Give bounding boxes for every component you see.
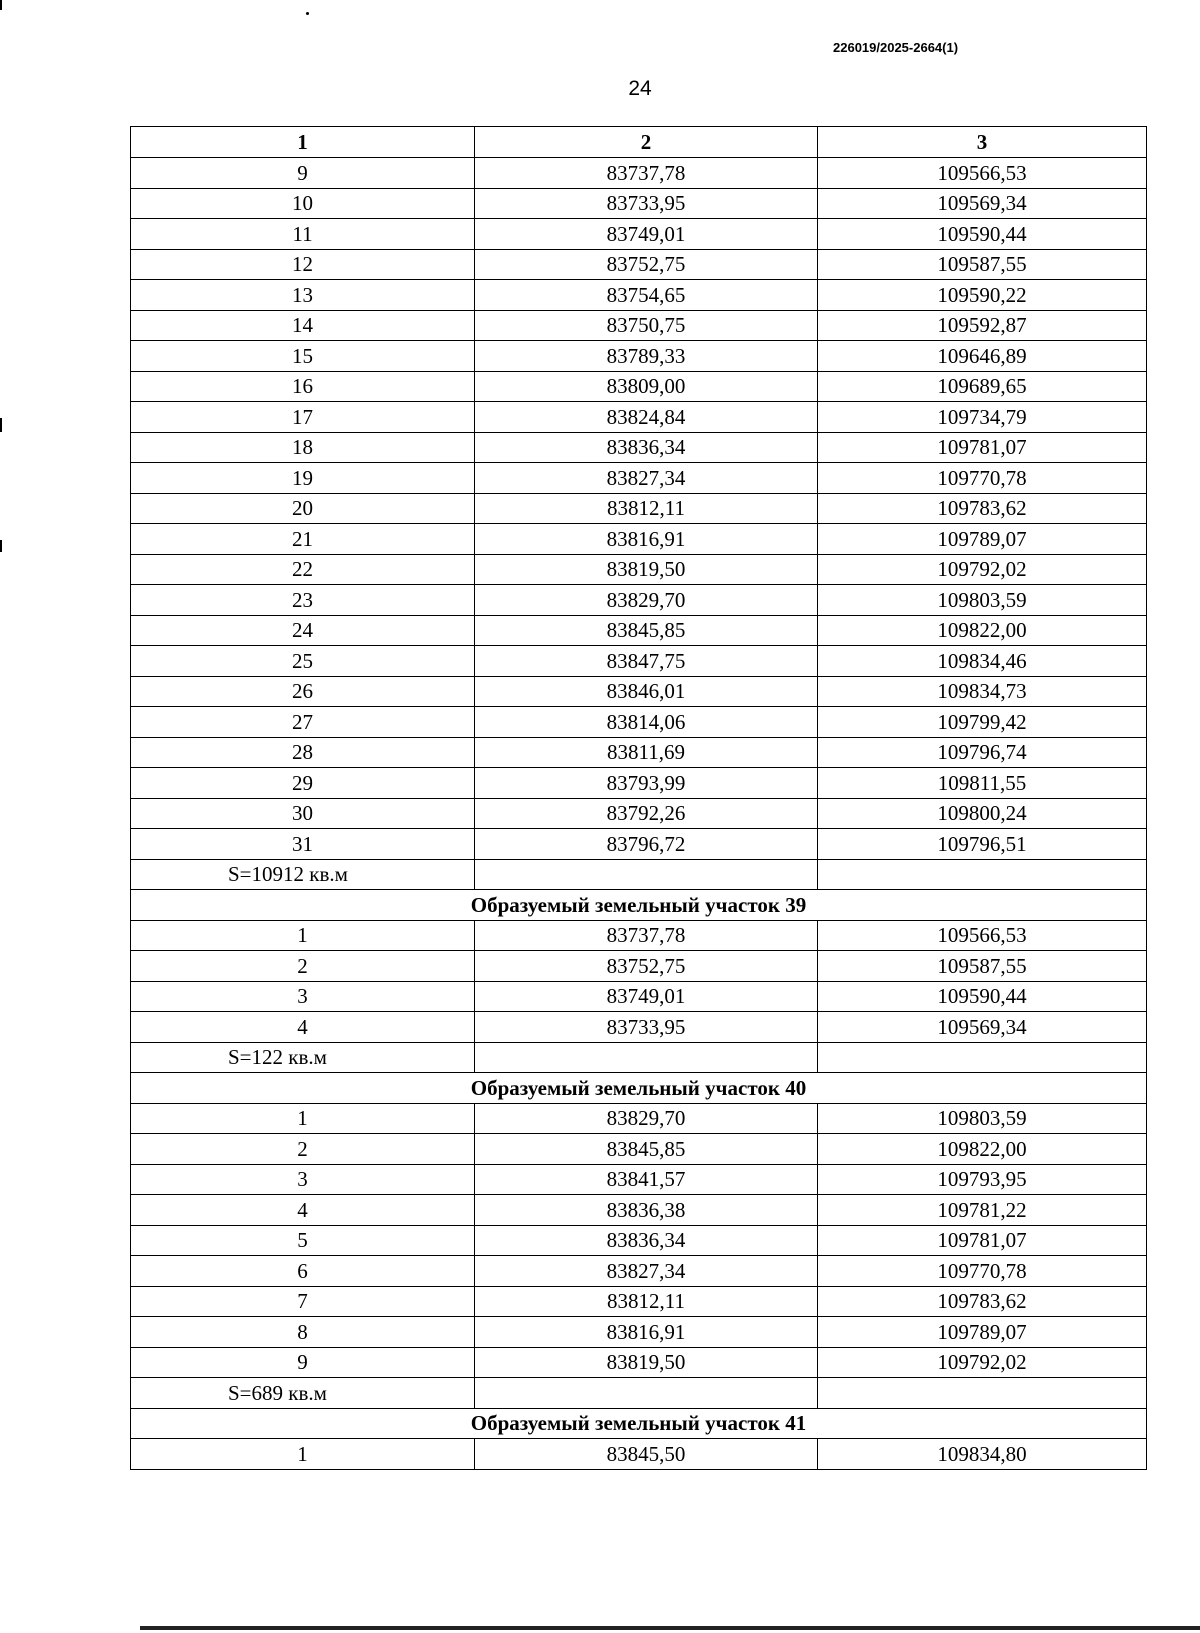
x-coordinate-cell: 83789,33 — [475, 341, 818, 372]
empty-cell — [475, 1378, 818, 1409]
x-coordinate-cell: 83812,11 — [475, 493, 818, 524]
y-coordinate-cell: 109803,59 — [818, 1103, 1147, 1134]
point-number-cell: 24 — [131, 615, 475, 646]
x-coordinate-cell: 83737,78 — [475, 920, 818, 951]
y-coordinate-cell: 109781,07 — [818, 1225, 1147, 1256]
table-row — [131, 524, 1147, 555]
y-coordinate-cell: 109689,65 — [818, 371, 1147, 402]
table-row — [131, 737, 1147, 768]
x-coordinate-cell: 83836,34 — [475, 1225, 818, 1256]
point-number-cell: 22 — [131, 554, 475, 585]
x-coordinate-cell: 83824,84 — [475, 402, 818, 433]
y-coordinate-cell: 109781,07 — [818, 432, 1147, 463]
x-coordinate-cell: 83841,57 — [475, 1164, 818, 1195]
point-number-cell: 12 — [131, 249, 475, 280]
point-number-cell: 1 — [131, 1439, 475, 1470]
scan-edge-mark — [0, 418, 2, 432]
y-coordinate-cell: 109792,02 — [818, 554, 1147, 585]
section-title: Образуемый земельный участок 40 — [131, 1073, 1147, 1104]
point-number-cell: 6 — [131, 1256, 475, 1287]
point-number-cell: 31 — [131, 829, 475, 860]
table-row — [131, 1225, 1147, 1256]
area-cell: S=122 кв.м — [131, 1042, 475, 1073]
scan-edge-mark — [0, 0, 2, 10]
area-row — [131, 859, 1147, 890]
point-number-cell: 25 — [131, 646, 475, 677]
column-header: 3 — [818, 127, 1147, 158]
column-header: 1 — [131, 127, 475, 158]
x-coordinate-cell: 83845,85 — [475, 615, 818, 646]
y-coordinate-cell: 109587,55 — [818, 951, 1147, 982]
y-coordinate-cell: 109800,24 — [818, 798, 1147, 829]
y-coordinate-cell: 109822,00 — [818, 1134, 1147, 1165]
area-row — [131, 1042, 1147, 1073]
point-number-cell: 14 — [131, 310, 475, 341]
y-coordinate-cell: 109834,80 — [818, 1439, 1147, 1470]
section-header-row — [131, 1073, 1147, 1104]
point-number-cell: 1 — [131, 920, 475, 951]
y-coordinate-cell: 109789,07 — [818, 524, 1147, 555]
empty-cell — [475, 1042, 818, 1073]
point-number-cell: 15 — [131, 341, 475, 372]
table-row — [131, 158, 1147, 189]
table-row — [131, 219, 1147, 250]
table-row — [131, 310, 1147, 341]
table-row — [131, 1286, 1147, 1317]
table-row — [131, 1195, 1147, 1226]
point-number-cell: 13 — [131, 280, 475, 311]
point-number-cell: 2 — [131, 1134, 475, 1165]
scan-bottom-edge — [140, 1626, 1200, 1630]
point-number-cell: 3 — [131, 1164, 475, 1195]
point-number-cell: 9 — [131, 158, 475, 189]
empty-cell — [475, 859, 818, 890]
x-coordinate-cell: 83816,91 — [475, 1317, 818, 1348]
point-number-cell: 5 — [131, 1225, 475, 1256]
x-coordinate-cell: 83827,34 — [475, 1256, 818, 1287]
point-number-cell: 30 — [131, 798, 475, 829]
table-row — [131, 463, 1147, 494]
x-coordinate-cell: 83752,75 — [475, 951, 818, 982]
x-coordinate-cell: 83812,11 — [475, 1286, 818, 1317]
table-row — [131, 920, 1147, 951]
y-coordinate-cell: 109569,34 — [818, 188, 1147, 219]
table-row — [131, 493, 1147, 524]
point-number-cell: 29 — [131, 768, 475, 799]
point-number-cell: 23 — [131, 585, 475, 616]
table-row — [131, 1164, 1147, 1195]
table-row — [131, 951, 1147, 982]
area-cell: S=689 кв.м — [131, 1378, 475, 1409]
y-coordinate-cell: 109783,62 — [818, 1286, 1147, 1317]
table-row — [131, 1347, 1147, 1378]
table-row — [131, 981, 1147, 1012]
table-row — [131, 829, 1147, 860]
table-row — [131, 1103, 1147, 1134]
document-id: 226019/2025-2664(1) — [833, 40, 959, 55]
table-row — [131, 798, 1147, 829]
point-number-cell: 9 — [131, 1347, 475, 1378]
table-row — [131, 188, 1147, 219]
x-coordinate-cell: 83836,38 — [475, 1195, 818, 1226]
section-header-row — [131, 1408, 1147, 1439]
x-coordinate-cell: 83847,75 — [475, 646, 818, 677]
table-row — [131, 280, 1147, 311]
y-coordinate-cell: 109587,55 — [818, 249, 1147, 280]
point-number-cell: 27 — [131, 707, 475, 738]
x-coordinate-cell: 83829,70 — [475, 585, 818, 616]
table-row — [131, 1256, 1147, 1287]
table-row — [131, 402, 1147, 433]
x-coordinate-cell: 83792,26 — [475, 798, 818, 829]
table-row — [131, 585, 1147, 616]
y-coordinate-cell: 109566,53 — [818, 920, 1147, 951]
table-row — [131, 707, 1147, 738]
y-coordinate-cell: 109590,22 — [818, 280, 1147, 311]
point-number-cell: 1 — [131, 1103, 475, 1134]
x-coordinate-cell: 83754,65 — [475, 280, 818, 311]
x-coordinate-cell: 83796,72 — [475, 829, 818, 860]
y-coordinate-cell: 109803,59 — [818, 585, 1147, 616]
x-coordinate-cell: 83750,75 — [475, 310, 818, 341]
x-coordinate-cell: 83752,75 — [475, 249, 818, 280]
y-coordinate-cell: 109811,55 — [818, 768, 1147, 799]
table-row — [131, 432, 1147, 463]
y-coordinate-cell: 109646,89 — [818, 341, 1147, 372]
table-body — [131, 158, 1147, 1470]
point-number-cell: 26 — [131, 676, 475, 707]
y-coordinate-cell: 109796,51 — [818, 829, 1147, 860]
point-number-cell: 4 — [131, 1012, 475, 1043]
table-row — [131, 341, 1147, 372]
table-header-row — [131, 127, 1147, 158]
y-coordinate-cell: 109834,46 — [818, 646, 1147, 677]
empty-cell — [818, 859, 1147, 890]
table-row — [131, 1439, 1147, 1470]
point-number-cell: 28 — [131, 737, 475, 768]
x-coordinate-cell: 83811,69 — [475, 737, 818, 768]
table-row — [131, 1134, 1147, 1165]
point-number-cell: 20 — [131, 493, 475, 524]
coordinates-table — [130, 126, 1147, 1470]
y-coordinate-cell: 109834,73 — [818, 676, 1147, 707]
empty-cell — [818, 1378, 1147, 1409]
table-row — [131, 615, 1147, 646]
y-coordinate-cell: 109796,74 — [818, 737, 1147, 768]
x-coordinate-cell: 83829,70 — [475, 1103, 818, 1134]
x-coordinate-cell: 83737,78 — [475, 158, 818, 189]
page-number: 24 — [628, 77, 652, 100]
point-number-cell: 4 — [131, 1195, 475, 1226]
x-coordinate-cell: 83793,99 — [475, 768, 818, 799]
y-coordinate-cell: 109569,34 — [818, 1012, 1147, 1043]
scan-speck — [306, 12, 309, 15]
point-number-cell: 8 — [131, 1317, 475, 1348]
y-coordinate-cell: 109781,22 — [818, 1195, 1147, 1226]
section-title: Образуемый земельный участок 39 — [131, 890, 1147, 921]
section-header-row — [131, 890, 1147, 921]
table-row — [131, 249, 1147, 280]
x-coordinate-cell: 83749,01 — [475, 219, 818, 250]
point-number-cell: 19 — [131, 463, 475, 494]
y-coordinate-cell: 109799,42 — [818, 707, 1147, 738]
table-row — [131, 371, 1147, 402]
x-coordinate-cell: 83845,85 — [475, 1134, 818, 1165]
x-coordinate-cell: 83819,50 — [475, 1347, 818, 1378]
x-coordinate-cell: 83836,34 — [475, 432, 818, 463]
x-coordinate-cell: 83827,34 — [475, 463, 818, 494]
table-row — [131, 646, 1147, 677]
point-number-cell: 16 — [131, 371, 475, 402]
table-row — [131, 1012, 1147, 1043]
y-coordinate-cell: 109590,44 — [818, 219, 1147, 250]
x-coordinate-cell: 83814,06 — [475, 707, 818, 738]
x-coordinate-cell: 83819,50 — [475, 554, 818, 585]
point-number-cell: 21 — [131, 524, 475, 555]
table-row — [131, 1317, 1147, 1348]
x-coordinate-cell: 83733,95 — [475, 1012, 818, 1043]
table-row — [131, 554, 1147, 585]
y-coordinate-cell: 109793,95 — [818, 1164, 1147, 1195]
y-coordinate-cell: 109789,07 — [818, 1317, 1147, 1348]
x-coordinate-cell: 83733,95 — [475, 188, 818, 219]
y-coordinate-cell: 109592,87 — [818, 310, 1147, 341]
table-row — [131, 676, 1147, 707]
column-header: 2 — [475, 127, 818, 158]
area-cell: S=10912 кв.м — [131, 859, 475, 890]
y-coordinate-cell: 109734,79 — [818, 402, 1147, 433]
scan-edge-mark — [0, 540, 2, 552]
empty-cell — [818, 1042, 1147, 1073]
section-title: Образуемый земельный участок 41 — [131, 1408, 1147, 1439]
point-number-cell: 17 — [131, 402, 475, 433]
table-row — [131, 768, 1147, 799]
point-number-cell: 2 — [131, 951, 475, 982]
y-coordinate-cell: 109783,62 — [818, 493, 1147, 524]
y-coordinate-cell: 109770,78 — [818, 1256, 1147, 1287]
y-coordinate-cell: 109792,02 — [818, 1347, 1147, 1378]
point-number-cell: 3 — [131, 981, 475, 1012]
x-coordinate-cell: 83846,01 — [475, 676, 818, 707]
x-coordinate-cell: 83816,91 — [475, 524, 818, 555]
point-number-cell: 11 — [131, 219, 475, 250]
y-coordinate-cell: 109822,00 — [818, 615, 1147, 646]
point-number-cell: 10 — [131, 188, 475, 219]
y-coordinate-cell: 109590,44 — [818, 981, 1147, 1012]
y-coordinate-cell: 109770,78 — [818, 463, 1147, 494]
x-coordinate-cell: 83749,01 — [475, 981, 818, 1012]
area-row — [131, 1378, 1147, 1409]
point-number-cell: 7 — [131, 1286, 475, 1317]
y-coordinate-cell: 109566,53 — [818, 158, 1147, 189]
x-coordinate-cell: 83809,00 — [475, 371, 818, 402]
x-coordinate-cell: 83845,50 — [475, 1439, 818, 1470]
point-number-cell: 18 — [131, 432, 475, 463]
